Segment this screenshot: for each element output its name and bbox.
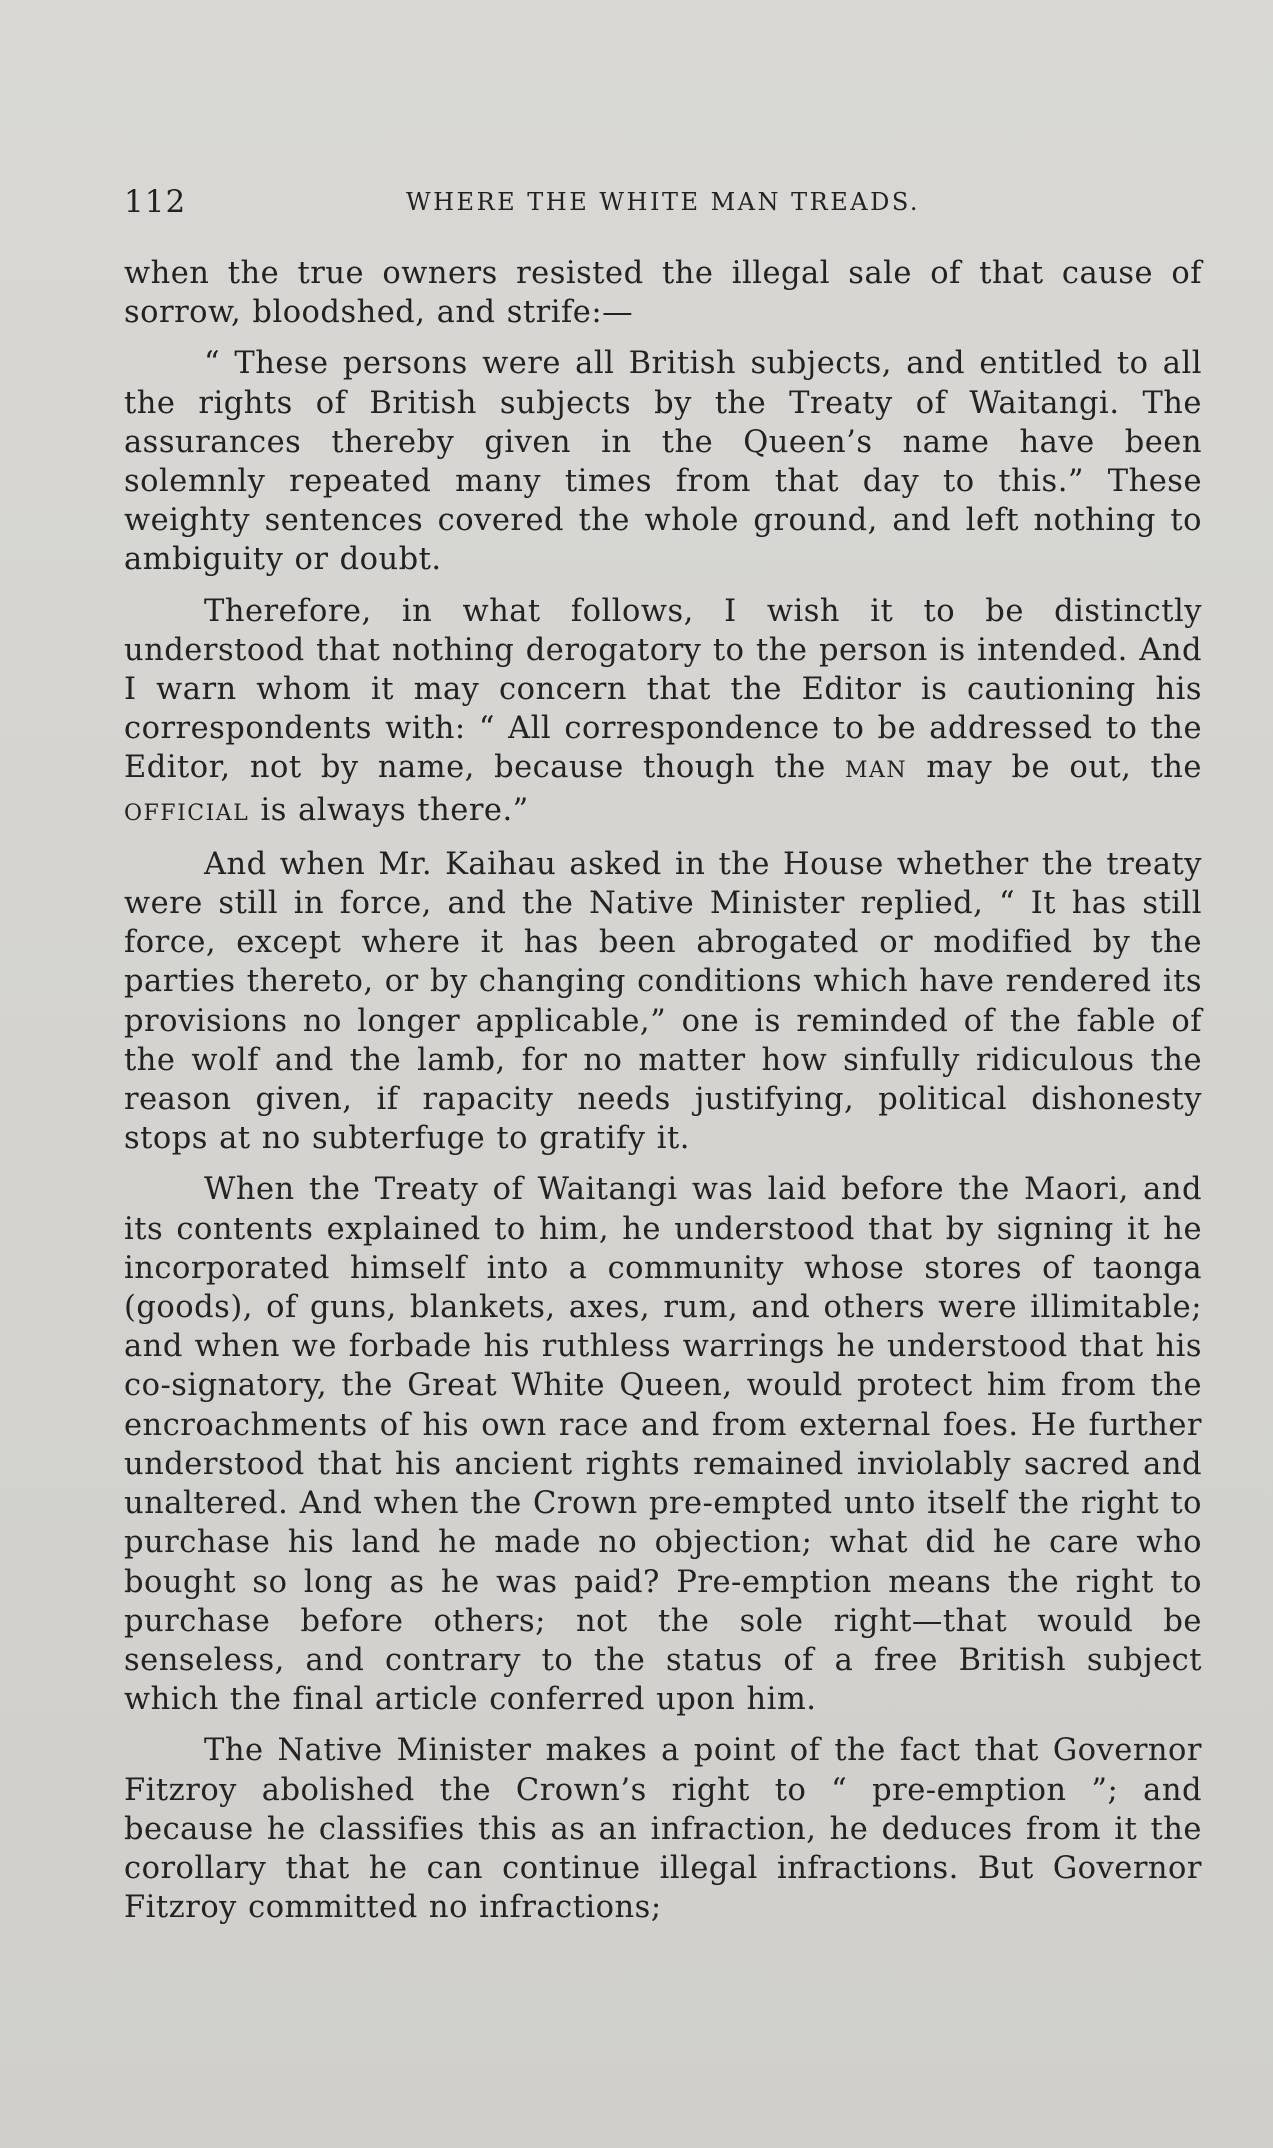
paragraph-6: The Native Minister makes a point of the fact that Governor Fitzroy abolished the Crown’s right to “ pre-emption ”; and because he classifies this as an infraction, he deduces from it the corollary that he can continue illegal infractions. But Governor Fitzroy committed no infractions; (124, 1733, 1202, 1926)
page-header (124, 184, 1202, 224)
paragraph-4: And when Mr. Kaihau asked in the House whether the treaty were still in force, and the Native Minister replied, “ It has still force, except where it has been abrogated or modified by the parties thereto, or by changing conditions which have rendered its provisions no longer applicable,” one is reminded of the fable of the wolf and the lamb, for no matter how sinfully ridiculous the reason given, if rapacity needs justifying, political dishonesty stops at no subterfuge to gratify it. (124, 846, 1202, 1157)
page-number: 112 (124, 184, 187, 220)
paragraph-3-end: is always there.” (249, 792, 529, 828)
paragraph-3 (124, 592, 1202, 833)
paragraph-3-text: Therefore, in what follows, I wish it to be distinctly understood that nothing derogatory to the person is intended. And I warn whom it may concern that the Editor is cautioning his correspondents with: “ All correspondence to be addressed to the Editor, not by name, because though the (124, 593, 1202, 786)
paragraph-5: When the Treaty of Waitangi was laid before the Maori, and its contents explained to him, he understood that by signing it he incorporated himself into a community whose stores of taonga (goods), of guns, blankets, axes, rum, and others were illimitable; and when we forbade his ruthless warrings he understood that his co-signatory, the Great White Queen, would protect him from the encroachments of his own race and from external foes. He further understood that his ancient rights remained inviolably sacred and unaltered. And when the Crown pre-empted unto itself the right to purchase his land he made no objection; what did he care who bought so long as he was paid? Pre-emption means the right to purchase before others; not the sole right—that would be senseless, and contrary to the status of a free British subject which the final article conferred upon him. (124, 1172, 1202, 1718)
paragraph-1: when the true owners resisted the illegal sale of that cause of sorrow, bloodshed, and strife:— (124, 256, 1202, 331)
running-title: WHERE THE WHITE MAN TREADS. (405, 188, 921, 216)
small-caps-man: MAN (845, 758, 908, 784)
body-text (124, 254, 1202, 1939)
paragraph-2: “ These persons were all British subjects, and entitled to all the rights of British subjects by the Treaty of Waitangi. The assurances thereby given in the Queen’s name have been solemnly repeated many times from that day to this.” These weighty sentences covered the whole ground, and left nothing to ambiguity or doubt. (124, 346, 1202, 578)
small-caps-official: OFFICIAL (124, 800, 250, 826)
paragraph-3-mid: may be out, the (907, 750, 1202, 786)
